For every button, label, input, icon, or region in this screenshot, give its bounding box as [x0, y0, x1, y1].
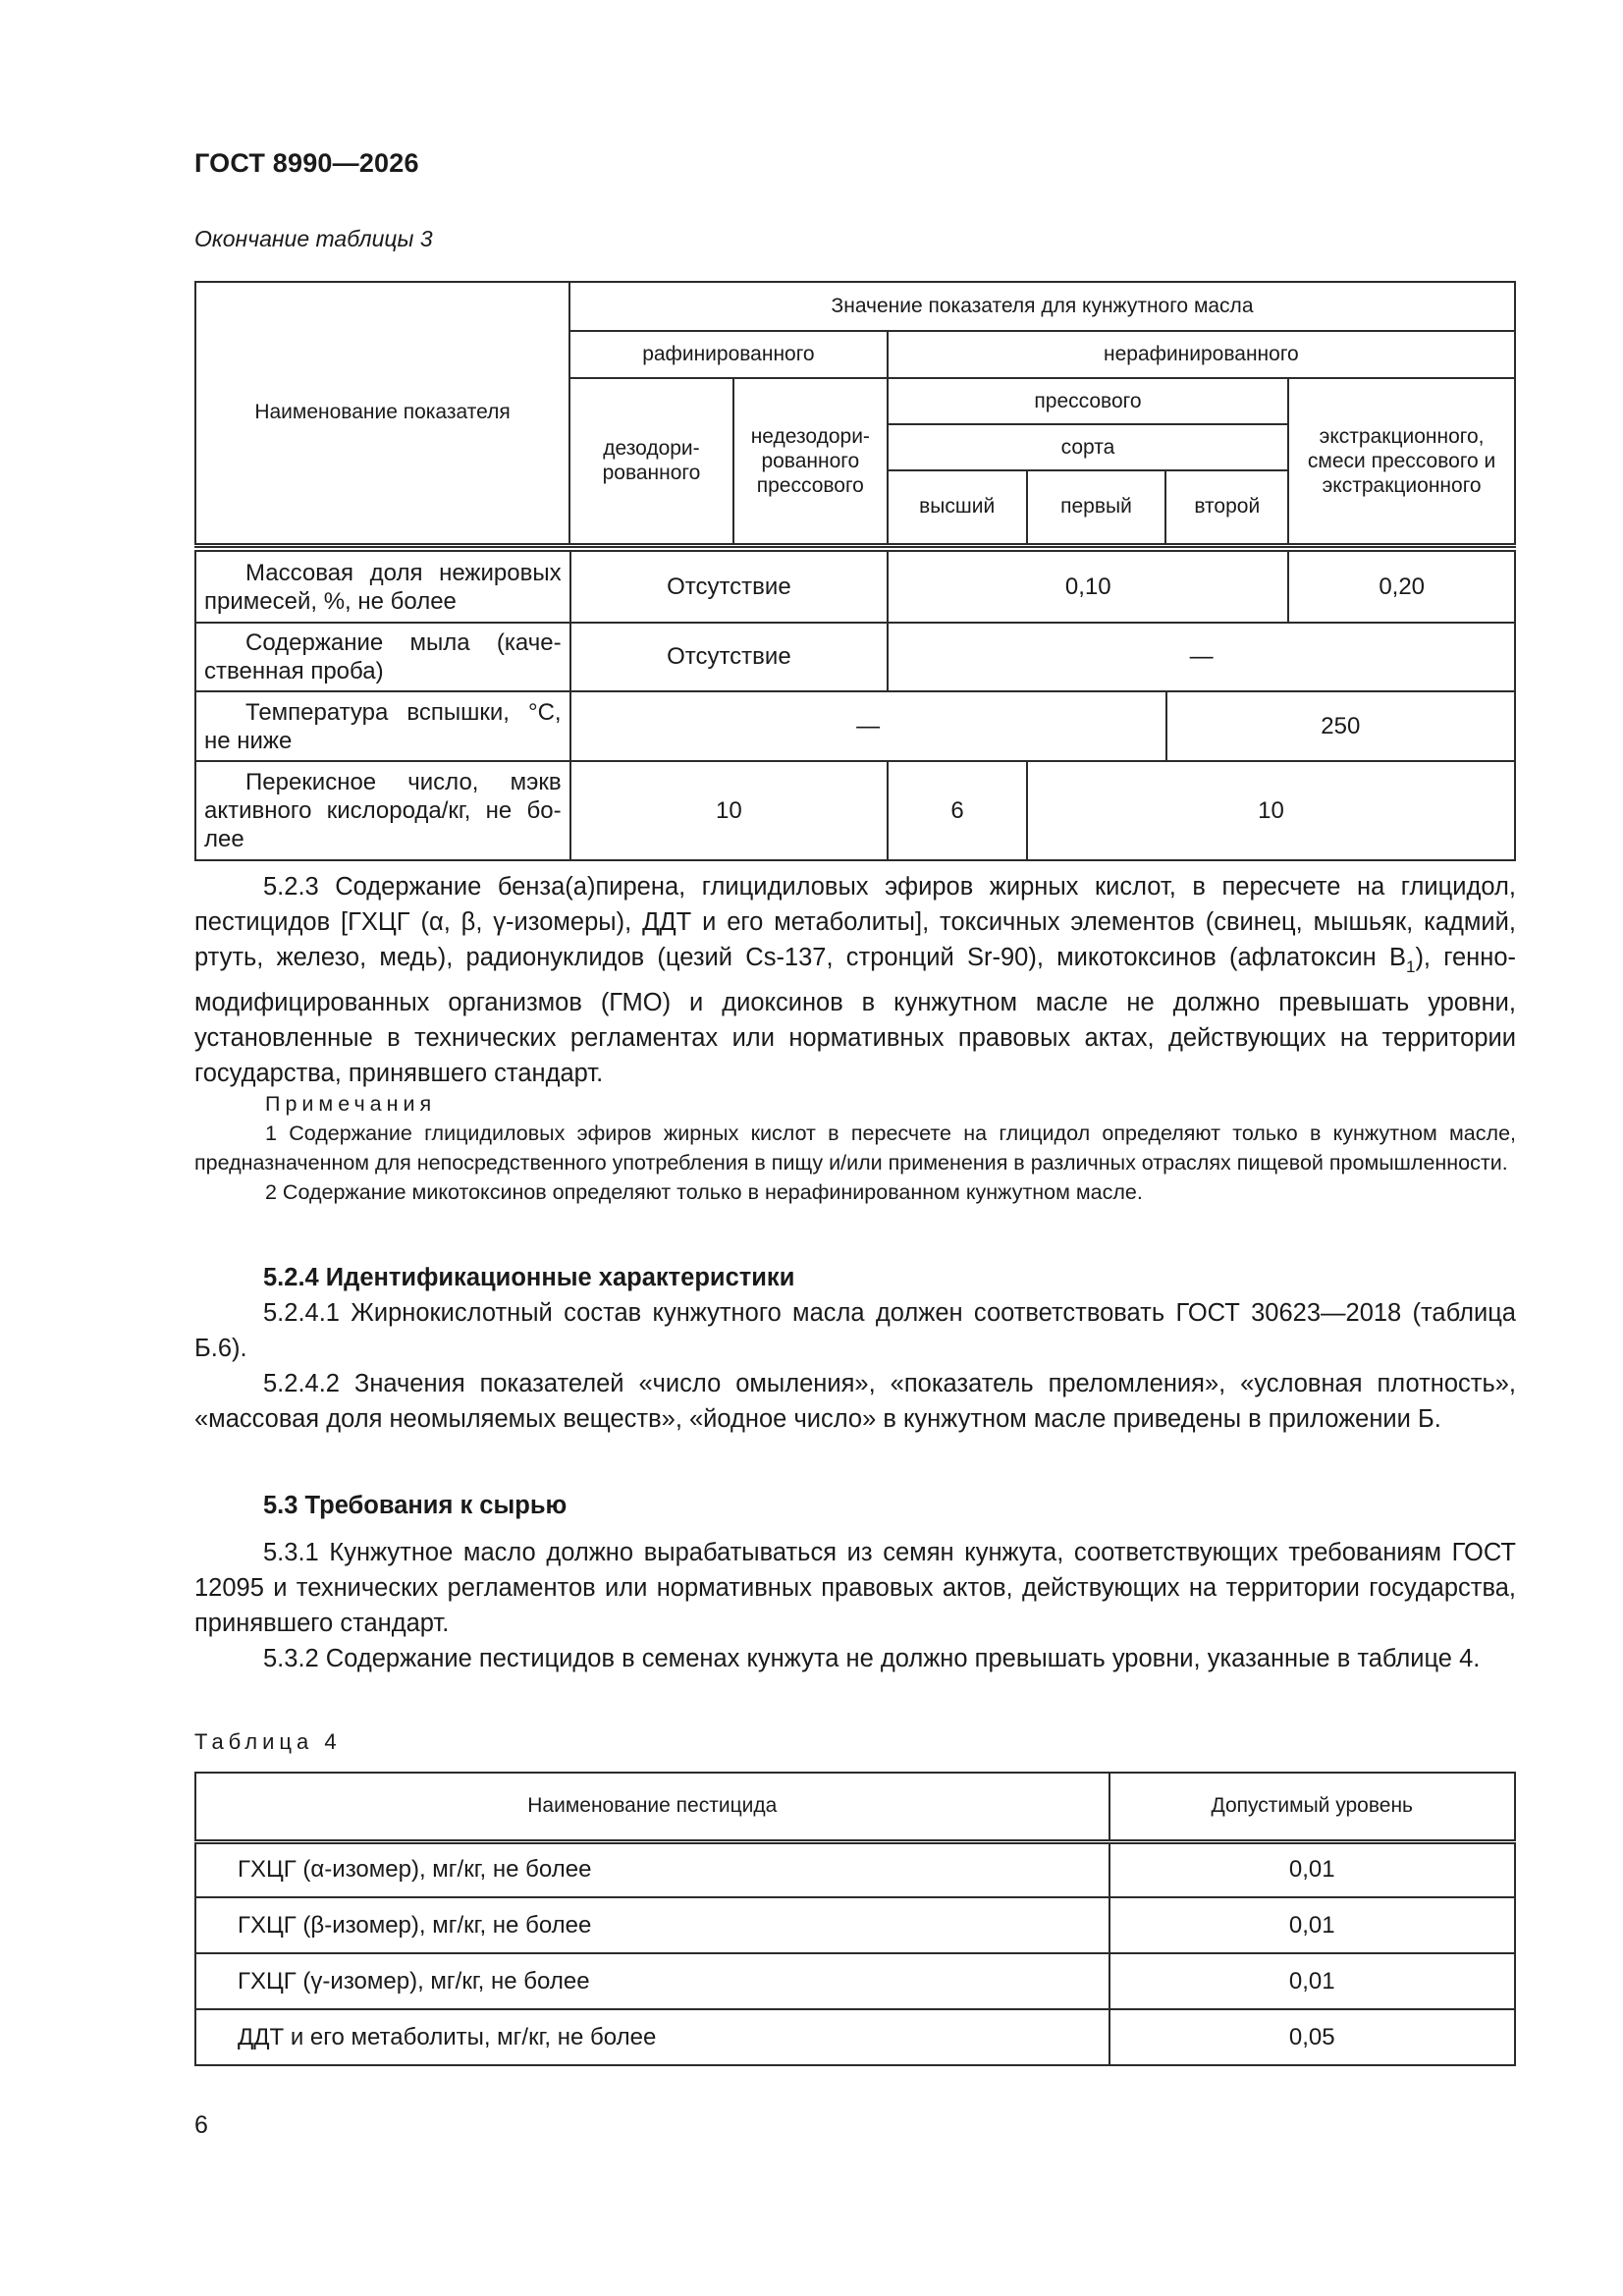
pesticide-name: ГХЦГ (β-изомер), мг/кг, не более [195, 1897, 1109, 1953]
cell-value: — [888, 623, 1515, 691]
row1-label-rest: примесей, %, не более [204, 587, 457, 615]
pesticide-level: 0,05 [1109, 2009, 1515, 2065]
row3-label-rest: не ниже [204, 727, 293, 754]
row1-label-part: Массовая доля нежировых [245, 559, 562, 586]
row4-label-part1: Перекисное число, мэкв [245, 769, 562, 795]
header-highest-cell: высший [888, 470, 1027, 545]
cell-value: Отсутствие [570, 623, 889, 691]
notes-title: Примечания [265, 1092, 437, 1116]
table-row [195, 1897, 1515, 1953]
header-allowed-level: Допустимый уровень [1109, 1773, 1515, 1841]
section-heading: 5.3 Требования к сырью [263, 1492, 568, 1519]
header-second-cell: второй [1165, 470, 1288, 545]
section-5-2-4 [194, 1260, 1516, 1437]
cell-value: — [570, 691, 1166, 761]
paragraph: 5.2.4.1 Жирнокислотный состав кунжутного масла должен соответствовать ГОСТ 30623—2018 (таблица Б.6). [194, 1299, 1516, 1362]
section-5-2-3 [194, 869, 1516, 1091]
pesticide-name: ГХЦГ (α-изомер), мг/кг, не более [195, 1841, 1109, 1897]
header-pressed-cell: прессового [888, 378, 1288, 424]
row4-label-part2: активного кислорода/кг, не бо- [204, 797, 562, 824]
pesticide-name: ГХЦГ (γ-изомер), мг/кг, не более [195, 1953, 1109, 2009]
section-heading: 5.2.4 Идентификационные характеристики [263, 1264, 795, 1291]
pesticide-level: 0,01 [1109, 1953, 1515, 2009]
header-unrefined-cell: нерафинированного [888, 331, 1515, 378]
table-row [195, 623, 1515, 691]
para-5-2-3-text-cont: ), генно-модифицированных организмов (ГМО) и диоксинов в кунжутном масле не должно превышать уровни, установленные в технических регламентах или нормативных правовых актах, действующих на территории государства, принявшего стандарт. [194, 944, 1517, 1087]
header-extraction-cell: экстракционного, смеси прессового и экстракционного [1288, 378, 1515, 545]
cell-value: 10 [570, 761, 889, 860]
row3-label-part: Температура вспышки, °С, [245, 698, 562, 726]
table-row [195, 1953, 1515, 2009]
cell-value: 6 [888, 761, 1027, 860]
row2-label-rest: ственная проба) [204, 658, 384, 684]
note-item: 2 Содержание микотоксинов определяют только в нерафинированном кунжутном масле. [265, 1180, 1143, 1204]
pesticide-name: ДДТ и его метаболиты, мг/кг, не более [195, 2009, 1109, 2065]
header-value-group-cell: Значение показателя для кунжутного масла [569, 282, 1515, 331]
paragraph: 5.3.2 Содержание пестицидов в семенах кунжута не должно превышать уровни, указанные в таблице 4. [263, 1645, 1481, 1672]
para-5-2-3-text: 5.2.3 Содержание бенза(а)пирена, глицидиловых эфиров жирных кислот, в пересчете на глицидол, пестицидов [ГХЦГ (α, β, γ-изомеры), ДДТ и его метаболиты], токсичных элементов (свинец, мышьяк, кадмий, ртуть, железо, медь), радионуклидов (цезий Cs-137, стронций Sr-90), микотоксинов (афлатоксин В [194, 873, 1516, 971]
header-refined-cell: рафинированного [569, 331, 888, 378]
cell-value: 0,20 [1288, 551, 1515, 623]
note-item: 1 Содержание глицидиловых эфиров жирных кислот в пересчете на глицидол определяют только в кунжутном масле, предназначенном для непосредственного употребления в пищу и/или применения в различных отраслях пищевой промышленности. [194, 1121, 1516, 1175]
cell-value: 0,10 [888, 551, 1288, 623]
table-row [195, 2009, 1515, 2065]
paragraph: 5.2.4.2 Значения показателей «число омыления», «показатель преломления», «условная плотность», «массовая доля неомыляемых веществ», «йодное число» в кунжутном масле приведены в приложении Б. [194, 1370, 1516, 1433]
table-row [195, 691, 1515, 761]
header-non-deodorized-cell: недезодори- рованного прессового [733, 378, 888, 545]
cell-value: 10 [1027, 761, 1515, 860]
header-deodorized-cell: дезодори- рованного [569, 378, 733, 545]
table-4 [194, 1772, 1516, 2066]
document-code: ГОСТ 8990—2026 [194, 148, 419, 178]
page-number: 6 [194, 2111, 208, 2139]
table4-caption: Таблица 4 [194, 1729, 342, 1754]
table3-caption: Окончание таблицы 3 [194, 226, 433, 251]
table-row [195, 761, 1515, 860]
row4-label-rest: лее [204, 826, 244, 852]
cell-value: 250 [1166, 691, 1515, 761]
pesticide-level: 0,01 [1109, 1841, 1515, 1897]
header-indicator-cell: Наименование показателя [195, 282, 569, 545]
table-row [195, 1841, 1515, 1897]
paragraph: 5.3.1 Кунжутное масло должно вырабатываться из семян кунжута, соответствующих требованиям ГОСТ 12095 и технических регламентов или нормативных правовых актов, действующих на территории государства, принявшего стандарт. [194, 1539, 1516, 1637]
table-3-body [194, 550, 1516, 861]
subscript: 1 [1405, 957, 1416, 976]
row2-label-part: Содержание мыла (каче- [245, 629, 562, 656]
table-row [195, 551, 1515, 623]
header-grade-cell: сорта [888, 424, 1288, 470]
pesticide-level: 0,01 [1109, 1897, 1515, 1953]
section-5-3 [194, 1488, 1516, 1676]
header-first-cell: первый [1027, 470, 1166, 545]
header-pesticide-name: Наименование пестицида [195, 1773, 1109, 1841]
table-3-layout [194, 281, 1516, 548]
cell-value: Отсутствие [570, 551, 889, 623]
notes-block [194, 1089, 1516, 1207]
